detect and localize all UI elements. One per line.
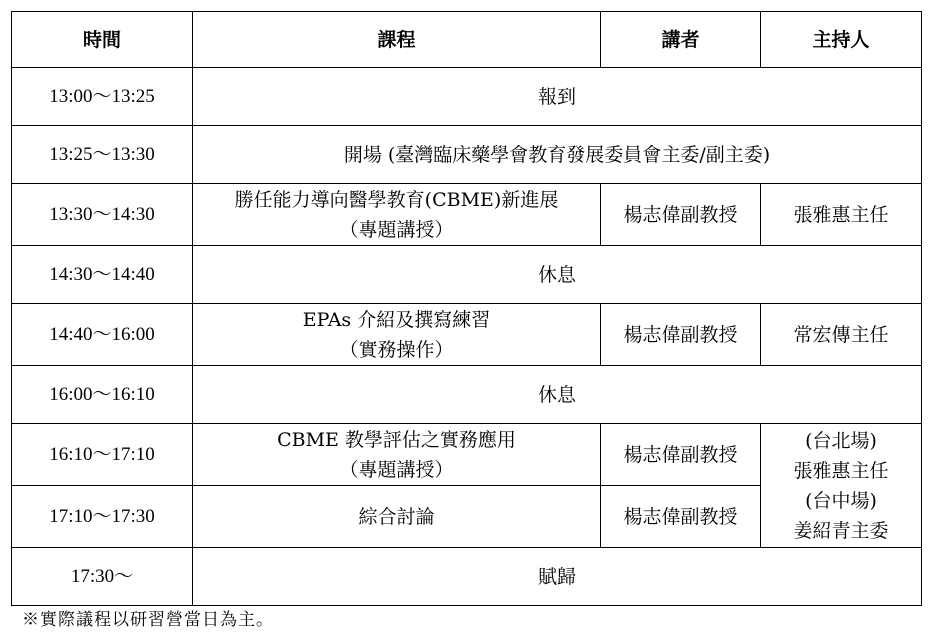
table-row bbox=[12, 424, 922, 486]
course-cell bbox=[193, 304, 601, 366]
time-cell: 13:25～13:30 bbox=[12, 126, 193, 184]
table-row bbox=[12, 548, 922, 606]
course-note: （專題講授） bbox=[339, 458, 454, 481]
header-host: 主持人 bbox=[761, 12, 922, 68]
host-cell: 常宏傳主任 bbox=[761, 304, 922, 366]
course-cell: 報到 bbox=[193, 68, 922, 126]
header-speaker: 講者 bbox=[601, 12, 761, 68]
course-cell bbox=[193, 184, 601, 246]
course-title: 勝任能力導向醫學教育(CBME)新進展 bbox=[234, 188, 559, 211]
speaker-cell: 楊志偉副教授 bbox=[601, 184, 761, 246]
header-time: 時間 bbox=[12, 12, 193, 68]
table-row bbox=[12, 304, 922, 366]
time-cell: 14:40～16:00 bbox=[12, 304, 193, 366]
time-cell: 17:30～ bbox=[12, 548, 193, 606]
host-cell: 張雅惠主任 bbox=[761, 184, 922, 246]
course-title: EPAs 介紹及撰寫練習 bbox=[302, 308, 491, 331]
header-course: 課程 bbox=[193, 12, 601, 68]
course-cell: 賦歸 bbox=[193, 548, 922, 606]
course-cell bbox=[193, 424, 601, 486]
agenda-table bbox=[11, 11, 922, 606]
course-cell: 開場 (臺灣臨床藥學會教育發展委員會主委/副主委) bbox=[193, 126, 922, 184]
table-row bbox=[12, 184, 922, 246]
header-row bbox=[12, 12, 922, 68]
time-cell: 16:10～17:10 bbox=[12, 424, 193, 486]
speaker-cell: 楊志偉副教授 bbox=[601, 424, 761, 486]
course-cell: 休息 bbox=[193, 366, 922, 424]
course-note: （專題講授） bbox=[339, 218, 454, 241]
speaker-cell: 楊志偉副教授 bbox=[601, 304, 761, 366]
time-cell: 13:30～14:30 bbox=[12, 184, 193, 246]
time-cell: 13:00～13:25 bbox=[12, 68, 193, 126]
host-venue-label: (台中場) bbox=[805, 489, 877, 512]
speaker-cell: 楊志偉副教授 bbox=[601, 486, 761, 548]
host-venue-label: (台北場) bbox=[805, 429, 877, 452]
footnote: ※實際議程以研習營當日為主。 bbox=[22, 610, 274, 630]
course-title: CBME 教學評估之實務應用 bbox=[277, 428, 516, 451]
time-cell: 17:10～17:30 bbox=[12, 486, 193, 548]
table-row bbox=[12, 126, 922, 184]
host-name: 姜紹青主委 bbox=[793, 519, 889, 542]
course-cell: 綜合討論 bbox=[193, 486, 601, 548]
table-row bbox=[12, 68, 922, 126]
course-note: （實務操作） bbox=[339, 338, 454, 361]
host-cell bbox=[761, 424, 922, 548]
time-cell: 14:30～14:40 bbox=[12, 246, 193, 304]
time-cell: 16:00～16:10 bbox=[12, 366, 193, 424]
host-name: 張雅惠主任 bbox=[793, 459, 889, 482]
table-row bbox=[12, 246, 922, 304]
table-row bbox=[12, 366, 922, 424]
course-cell: 休息 bbox=[193, 246, 922, 304]
